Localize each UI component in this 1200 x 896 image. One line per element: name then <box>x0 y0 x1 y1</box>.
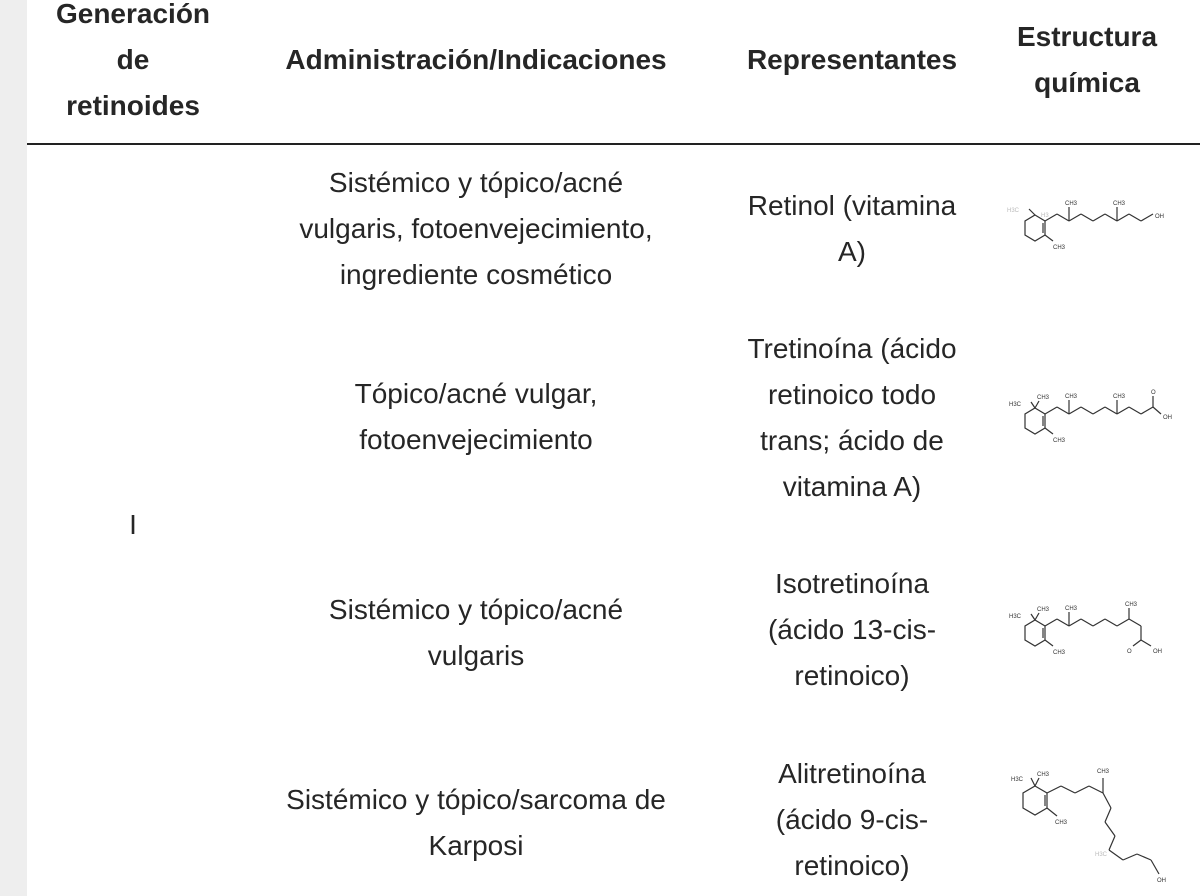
generation-cell: I <box>129 509 137 540</box>
header-structure-line: química <box>1034 67 1140 98</box>
tretinoin-label-ch3: CH3 <box>1065 394 1078 400</box>
alitretinoin-label-h3c-faint: H3C <box>1095 852 1108 858</box>
header-generation-line: de <box>116 44 150 75</box>
retinol-label-h3c: H3C <box>1007 208 1020 214</box>
header-structure-line: Estructura <box>1016 21 1158 52</box>
row-2-representative-line: trans; ácido de <box>760 425 944 456</box>
retinol-label-ch3: CH3 <box>1065 201 1078 207</box>
isotretinoin-label-o: O <box>1127 649 1132 655</box>
row-4-administration-line: Karposi <box>428 830 524 861</box>
row-3-representative-line: (ácido 13-cis- <box>767 614 937 645</box>
retinol-label-oh: OH <box>1155 214 1164 220</box>
alitretinoin-structure-image <box>1005 764 1195 894</box>
row-3-representative-line: Isotretinoína <box>774 568 930 599</box>
row-1-representative-line: A) <box>838 236 866 267</box>
tretinoin-label-ch3: CH3 <box>1113 394 1126 400</box>
alitretinoin-label-ch3: CH3 <box>1037 772 1050 778</box>
header-administration: Administración/Indicaciones <box>285 44 667 75</box>
row-2-representative <box>722 326 982 510</box>
row-2-administration-line: Tópico/acné vulgar, <box>354 378 598 409</box>
isotretinoin-label-ch3: CH3 <box>1065 606 1078 612</box>
retinol-label-h3: H3 <box>1041 213 1049 219</box>
row-3-administration-line: vulgaris <box>427 640 525 671</box>
alitretinoin-label-h3c: H3C <box>1011 777 1024 783</box>
isotretinoin-label-ch3: CH3 <box>1053 650 1066 656</box>
isotretinoin-label-ch3: CH3 <box>1037 607 1050 613</box>
row-2-administration <box>246 371 706 463</box>
isotretinoin-structure-image <box>1005 600 1195 670</box>
row-4-administration-line: Sistémico y tópico/sarcoma de <box>286 784 666 815</box>
row-1-administration-line: vulgaris, fotoenvejecimiento, <box>299 213 653 244</box>
tretinoin-structure-image <box>1005 388 1195 458</box>
isotretinoin-label-oh: OH <box>1153 649 1162 655</box>
row-3-administration-line: Sistémico y tópico/acné <box>328 594 624 625</box>
left-margin-bar <box>0 0 27 896</box>
row-3-administration <box>246 587 706 679</box>
row-2-administration-line: fotoenvejecimiento <box>359 424 593 455</box>
row-1-representative-line: Retinol (vitamina <box>747 190 957 221</box>
row-3-representative <box>722 561 982 699</box>
header-generation <box>30 0 236 129</box>
row-1-administration-line: ingrediente cosmético <box>339 259 613 290</box>
row-2-representative-line: Tretinoína (ácido <box>747 333 957 364</box>
header-representatives: Representantes <box>746 44 958 75</box>
retinol-label-ch3: CH3 <box>1053 245 1066 251</box>
header-structure <box>992 14 1182 106</box>
retinol-label-ch3: CH3 <box>1113 201 1126 207</box>
row-4-representative-line: retinoico) <box>794 850 910 881</box>
tretinoin-label-o: O <box>1151 390 1156 396</box>
tretinoin-label-oh: OH <box>1163 415 1172 421</box>
tretinoin-label-h3c: H3C <box>1009 402 1022 408</box>
retinol-structure-image <box>1005 195 1195 265</box>
tretinoin-label-ch3: CH3 <box>1053 438 1066 444</box>
alitretinoin-label-ch3: CH3 <box>1097 769 1110 775</box>
row-4-representative <box>722 751 982 889</box>
alitretinoin-label-oh: OH <box>1157 878 1166 884</box>
isotretinoin-label-ch3: CH3 <box>1125 602 1138 608</box>
row-4-representative-line: Alitretinoína <box>778 758 926 789</box>
isotretinoin-label-h3c: H3C <box>1009 614 1022 620</box>
row-1-representative <box>722 183 982 275</box>
row-1-administration-line: Sistémico y tópico/acné <box>328 167 624 198</box>
row-2-representative-line: retinoico todo <box>767 379 937 410</box>
row-1-administration <box>246 160 706 298</box>
tretinoin-label-ch3: CH3 <box>1037 395 1050 401</box>
header-generation-line: retinoides <box>66 90 200 121</box>
row-4-administration <box>246 777 706 869</box>
alitretinoin-label-ch3: CH3 <box>1055 820 1068 826</box>
header-divider <box>27 143 1200 145</box>
header-generation-line: Generación <box>55 0 211 29</box>
row-2-representative-line: vitamina A) <box>782 471 922 502</box>
row-3-representative-line: retinoico) <box>794 660 910 691</box>
row-4-representative-line: (ácido 9-cis- <box>775 804 929 835</box>
